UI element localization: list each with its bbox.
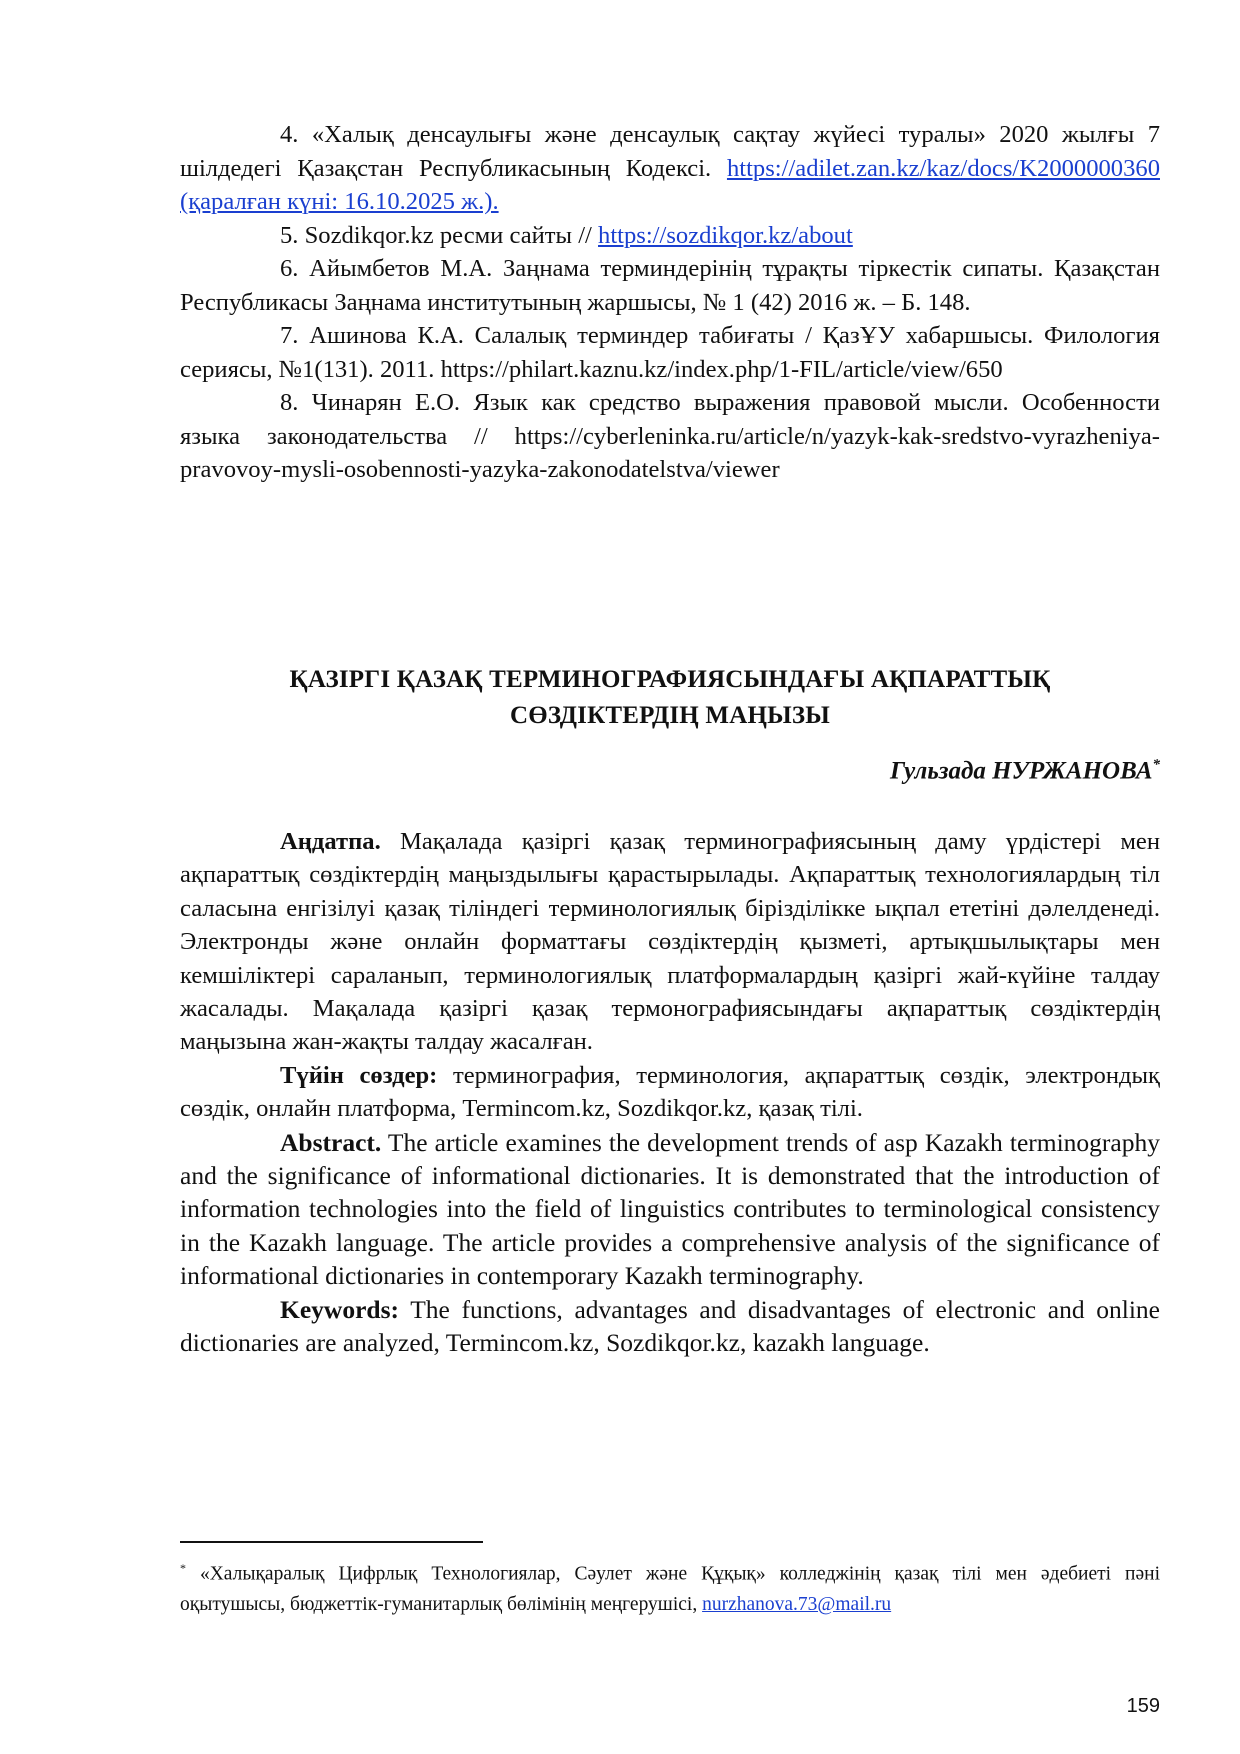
- reference-link[interactable]: https://adilet.zan.kz/kaz/docs/K2000000360: [726, 154, 1160, 182]
- footnote-mark: *: [1152, 757, 1160, 773]
- abstract-kz: Аңдатпа. Мақалада қазіргі қазақ терминографиясының даму үрдістері мен ақпараттық сөздіктердің маңыздылығы қарастырылады. Ақпараттық технологиялардың тіл саласына енгізілуі қазақ тіліндегі терминологиялық бірізділікке ықпал ететіні дәлелденеді. Электронды және онлайн форматтағы сөздіктердің қызметі, артықшылықтары мен кемшіліктері сараланып, терминологиялық платформалардың қазіргі жай-күйіне талдау жасалады. Мақалада қазіргі қазақ термонографиясындағы ақпараттық сөздіктердің маңызына жан-жақты талдау жасалған.: [180, 828, 1161, 1056]
- page-number: 159: [1126, 1695, 1160, 1717]
- reference-item: 4. «Халық денсаулығы және денсаулық сақтау жүйесі туралы» 2020 жылғы 7 шілдедегі Қазақстан Республикасының Кодексі. https://adilet.zan.kz/kaz/docs/K2000000360 (қаралған күні: 16.10.2025 ж.).: [180, 121, 1160, 215]
- keywords-kz: Түйін сөздер: терминография, терминология, ақпараттық сөздік, электрондық сөздік, онлайн платформа, Termincom.kz, Sozdikqor.kz, қазақ тілі.: [180, 1061, 1160, 1123]
- author-email-link[interactable]: nurzhanova.73@mail.ru: [702, 1593, 892, 1615]
- footnote: * «Халықаралық Цифрлық Технологиялар, Сәулет және Құқық» колледжінің қазақ тілі мен әдебиеті пәні оқытушысы, бюджеттік-гуманитарлық бөлімінің меңгерушісі, nurzhanova.73@mail.ru: [180, 1561, 1160, 1615]
- abstract-en: Abstract. The article examines the development trends of asp Kazakh terminography and the significance of informational dictionaries. It is demonstrated that the introduction of information technologies into the field of linguistics contributes to terminological consistency in the Kazakh language. The article provides a comprehensive analysis of the significance of informational dictionaries in contemporary Kazakh terminography.: [180, 1127, 1160, 1291]
- reference-item: 7. Ашинова К.А. Салалық терминдер табиғаты / ҚазҰУ хабаршысы. Филология сериясы, №1(131). 2011. https://philart.kaznu.kz/index.php/1-FIL/article/view/650: [180, 322, 1160, 383]
- reference-url-text: https://cyberleninka.ru/article/n/yazyk-kak-sredstvo-vyrazheniya-pravovoy-mysli-osobennosti-yazyka-zakonodatelstva/viewer: [180, 422, 1160, 483]
- reference-url-text: https://philart.kaznu.kz/index.php/1-FIL/article/view/650: [440, 355, 1003, 383]
- footnote-divider: [180, 1541, 483, 1543]
- english-block: [180, 1126, 1160, 1360]
- article-title: ҚАЗІРГІ ҚАЗАҚ ТЕРМИНОГРАФИЯСЫНДАҒЫ АҚПАРАТТЫҚ СӨЗДІКТЕРДІҢ МАҢЫЗЫ: [289, 666, 1051, 729]
- reference-link[interactable]: https://sozdikqor.kz/about: [598, 221, 853, 249]
- reference-item: 5. Sozdikqor.kz ресми сайты // https://sozdikqor.kz/about: [280, 221, 853, 249]
- references-section: [180, 118, 1160, 487]
- reference-access-date[interactable]: (қаралған күні: 16.10.2025 ж.).: [180, 188, 499, 215]
- author-name: Гульзада НУРЖАНОВА*: [890, 757, 1160, 785]
- reference-item: 8. Чинарян Е.О. Язык как средство выражения правовой мысли. Особенности языка законодательства // https://cyberleninka.ru/article/n/yazyk-kak-sredstvo-vyrazheniya-pravovoy-mysli-osobennosti-yazyka-zakonodatelstva/viewer: [180, 389, 1161, 483]
- keywords-en: Keywords: The functions, advantages and disadvantages of electronic and online dictionaries are analyzed, Termincom.kz, Sozdikqor.kz, kazakh language.: [180, 1294, 1160, 1358]
- abstract-section: [180, 825, 1160, 1360]
- reference-item: 6. Айымбетов М.А. Заңнама терминдерінің тұрақты тіркестік сипаты. Қазақстан Республикасы Заңнама институтының жаршысы, № 1 (42) 2016 ж. – Б. 148.: [180, 255, 1160, 316]
